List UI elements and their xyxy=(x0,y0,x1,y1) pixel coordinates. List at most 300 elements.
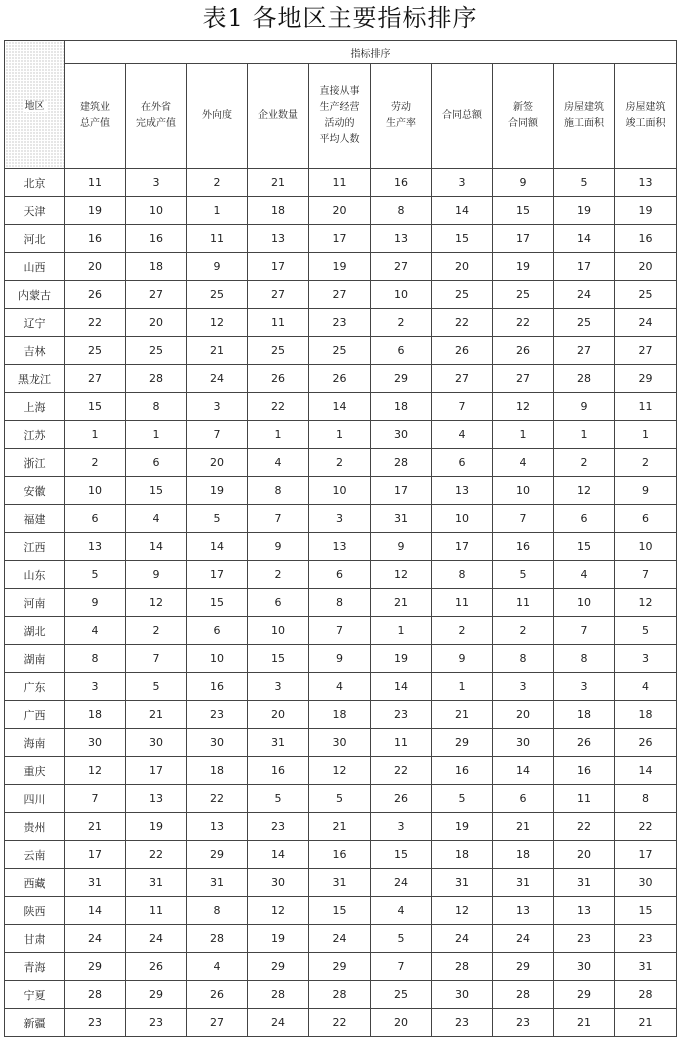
rank-cell: 12 xyxy=(432,897,493,925)
rank-cell: 18 xyxy=(554,701,615,729)
rank-cell: 1 xyxy=(126,421,187,449)
rank-cell: 11 xyxy=(126,897,187,925)
rank-cell: 30 xyxy=(65,729,126,757)
rank-cell: 14 xyxy=(432,197,493,225)
rank-cell: 24 xyxy=(371,869,432,897)
rank-cell: 14 xyxy=(248,841,309,869)
rank-cell: 11 xyxy=(615,393,677,421)
rank-cell: 13 xyxy=(432,477,493,505)
rank-cell: 28 xyxy=(371,449,432,477)
rank-cell: 3 xyxy=(493,673,554,701)
rank-cell: 30 xyxy=(432,981,493,1009)
rank-cell: 5 xyxy=(126,673,187,701)
rank-cell: 21 xyxy=(554,1009,615,1037)
rank-cell: 10 xyxy=(248,617,309,645)
rank-cell: 28 xyxy=(615,981,677,1009)
rank-cell: 25 xyxy=(554,309,615,337)
rank-cell: 8 xyxy=(371,197,432,225)
rank-cell: 13 xyxy=(615,169,677,197)
rank-cell: 3 xyxy=(248,673,309,701)
rank-cell: 22 xyxy=(554,813,615,841)
rank-cell: 5 xyxy=(493,561,554,589)
rank-cell: 14 xyxy=(493,757,554,785)
rank-cell: 4 xyxy=(432,421,493,449)
region-cell: 江苏 xyxy=(5,421,65,449)
rank-cell: 23 xyxy=(615,925,677,953)
rank-cell: 23 xyxy=(493,1009,554,1037)
rank-cell: 31 xyxy=(309,869,371,897)
rank-cell: 27 xyxy=(493,365,554,393)
rank-cell: 15 xyxy=(615,897,677,925)
table-row xyxy=(5,813,677,841)
region-cell: 江西 xyxy=(5,533,65,561)
rank-cell: 7 xyxy=(65,785,126,813)
region-cell: 辽宁 xyxy=(5,309,65,337)
region-cell: 黑龙江 xyxy=(5,365,65,393)
rank-cell: 1 xyxy=(615,421,677,449)
rank-cell: 19 xyxy=(65,197,126,225)
rank-cell: 3 xyxy=(65,673,126,701)
column-header: 合同总额 xyxy=(432,64,493,169)
table-row xyxy=(5,925,677,953)
rank-cell: 8 xyxy=(65,645,126,673)
region-cell: 广西 xyxy=(5,701,65,729)
rank-cell: 22 xyxy=(493,309,554,337)
rank-cell: 13 xyxy=(309,533,371,561)
rank-cell: 18 xyxy=(126,253,187,281)
rank-cell: 29 xyxy=(615,365,677,393)
rank-cell: 17 xyxy=(615,841,677,869)
table-row xyxy=(5,337,677,365)
rank-cell: 21 xyxy=(187,337,248,365)
rank-cell: 23 xyxy=(309,309,371,337)
rank-cell: 10 xyxy=(615,533,677,561)
rank-cell: 3 xyxy=(371,813,432,841)
rank-cell: 5 xyxy=(309,785,371,813)
rank-cell: 12 xyxy=(309,757,371,785)
table-row xyxy=(5,645,677,673)
rank-cell: 24 xyxy=(65,925,126,953)
table-row xyxy=(5,421,677,449)
rank-cell: 30 xyxy=(371,421,432,449)
rank-cell: 25 xyxy=(65,337,126,365)
rank-cell: 14 xyxy=(309,393,371,421)
rank-cell: 4 xyxy=(554,561,615,589)
rank-cell: 14 xyxy=(554,225,615,253)
rank-cell: 22 xyxy=(65,309,126,337)
rank-cell: 4 xyxy=(126,505,187,533)
rank-cell: 27 xyxy=(554,337,615,365)
rank-cell: 31 xyxy=(187,869,248,897)
rank-cell: 31 xyxy=(126,869,187,897)
rank-cell: 26 xyxy=(554,729,615,757)
rank-cell: 6 xyxy=(65,505,126,533)
rank-cell: 16 xyxy=(432,757,493,785)
table-row xyxy=(5,981,677,1009)
rank-cell: 9 xyxy=(615,477,677,505)
rank-cell: 6 xyxy=(309,561,371,589)
rank-cell: 21 xyxy=(432,701,493,729)
rank-cell: 26 xyxy=(371,785,432,813)
rank-cell: 13 xyxy=(126,785,187,813)
table-row xyxy=(5,533,677,561)
rank-cell: 24 xyxy=(126,925,187,953)
rank-cell: 16 xyxy=(65,225,126,253)
rank-cell: 15 xyxy=(371,841,432,869)
rank-cell: 24 xyxy=(554,281,615,309)
region-cell: 新疆 xyxy=(5,1009,65,1037)
region-cell: 上海 xyxy=(5,393,65,421)
rank-cell: 30 xyxy=(309,729,371,757)
table-row xyxy=(5,169,677,197)
region-cell: 湖北 xyxy=(5,617,65,645)
rank-cell: 28 xyxy=(493,981,554,1009)
region-cell: 福建 xyxy=(5,505,65,533)
rank-cell: 25 xyxy=(248,337,309,365)
rank-cell: 15 xyxy=(187,589,248,617)
rank-cell: 4 xyxy=(248,449,309,477)
rank-cell: 22 xyxy=(187,785,248,813)
rank-cell: 5 xyxy=(615,617,677,645)
rank-cell: 24 xyxy=(615,309,677,337)
rank-cell: 16 xyxy=(554,757,615,785)
rank-cell: 11 xyxy=(248,309,309,337)
rank-cell: 18 xyxy=(248,197,309,225)
table-row xyxy=(5,701,677,729)
region-cell: 青海 xyxy=(5,953,65,981)
rank-cell: 9 xyxy=(187,253,248,281)
rank-cell: 19 xyxy=(248,925,309,953)
rank-cell: 22 xyxy=(248,393,309,421)
rank-cell: 21 xyxy=(65,813,126,841)
rank-cell: 18 xyxy=(309,701,371,729)
column-header: 新签 合同额 xyxy=(493,64,554,169)
rank-cell: 18 xyxy=(432,841,493,869)
rank-cell: 27 xyxy=(248,281,309,309)
rank-cell: 30 xyxy=(615,869,677,897)
rank-cell: 11 xyxy=(493,589,554,617)
rank-cell: 19 xyxy=(309,253,371,281)
rank-cell: 8 xyxy=(493,645,554,673)
rank-cell: 16 xyxy=(187,673,248,701)
rank-cell: 26 xyxy=(493,337,554,365)
rank-cell: 13 xyxy=(65,533,126,561)
rank-cell: 19 xyxy=(493,253,554,281)
rank-cell: 7 xyxy=(554,617,615,645)
region-cell: 四川 xyxy=(5,785,65,813)
rank-cell: 12 xyxy=(554,477,615,505)
rank-cell: 9 xyxy=(371,533,432,561)
rank-cell: 24 xyxy=(248,1009,309,1037)
table-header xyxy=(5,41,677,169)
rank-cell: 25 xyxy=(371,981,432,1009)
column-header: 劳动 生产率 xyxy=(371,64,432,169)
rank-cell: 16 xyxy=(126,225,187,253)
rank-cell: 21 xyxy=(493,813,554,841)
rank-cell: 8 xyxy=(432,561,493,589)
rank-cell: 2 xyxy=(126,617,187,645)
rank-cell: 22 xyxy=(615,813,677,841)
region-cell: 甘肃 xyxy=(5,925,65,953)
region-cell: 安徽 xyxy=(5,477,65,505)
column-header: 建筑业 总产值 xyxy=(65,64,126,169)
table-row xyxy=(5,561,677,589)
table-row xyxy=(5,841,677,869)
rank-cell: 22 xyxy=(126,841,187,869)
rank-cell: 28 xyxy=(554,365,615,393)
rank-cell: 3 xyxy=(554,673,615,701)
region-cell: 浙江 xyxy=(5,449,65,477)
rank-cell: 5 xyxy=(554,169,615,197)
rank-cell: 16 xyxy=(371,169,432,197)
rank-cell: 8 xyxy=(554,645,615,673)
rank-cell: 9 xyxy=(554,393,615,421)
ranking-table xyxy=(4,40,677,1037)
rank-cell: 2 xyxy=(432,617,493,645)
rank-cell: 6 xyxy=(554,505,615,533)
table-row xyxy=(5,505,677,533)
column-header: 企业数量 xyxy=(248,64,309,169)
rank-cell: 4 xyxy=(309,673,371,701)
rank-cell: 19 xyxy=(615,197,677,225)
rank-cell: 8 xyxy=(126,393,187,421)
group-header-indicator-rank: 指标排序 xyxy=(65,41,677,64)
table-row xyxy=(5,365,677,393)
rank-cell: 7 xyxy=(126,645,187,673)
rank-cell: 10 xyxy=(371,281,432,309)
header-row-group xyxy=(5,41,677,64)
region-cell: 天津 xyxy=(5,197,65,225)
rank-cell: 31 xyxy=(493,869,554,897)
table-body xyxy=(5,169,677,1037)
rank-cell: 17 xyxy=(65,841,126,869)
rank-cell: 29 xyxy=(65,953,126,981)
rank-cell: 18 xyxy=(493,841,554,869)
rank-cell: 24 xyxy=(493,925,554,953)
region-cell: 山东 xyxy=(5,561,65,589)
rank-cell: 14 xyxy=(65,897,126,925)
rank-cell: 20 xyxy=(126,309,187,337)
table-row xyxy=(5,673,677,701)
rank-cell: 12 xyxy=(615,589,677,617)
rank-cell: 23 xyxy=(126,1009,187,1037)
table-row xyxy=(5,953,677,981)
rank-cell: 18 xyxy=(65,701,126,729)
rank-cell: 1 xyxy=(187,197,248,225)
rank-cell: 17 xyxy=(309,225,371,253)
rank-cell: 26 xyxy=(248,365,309,393)
rank-cell: 27 xyxy=(371,253,432,281)
rank-cell: 16 xyxy=(493,533,554,561)
rank-cell: 2 xyxy=(65,449,126,477)
rank-cell: 15 xyxy=(309,897,371,925)
rank-cell: 16 xyxy=(248,757,309,785)
region-cell: 陕西 xyxy=(5,897,65,925)
rank-cell: 29 xyxy=(187,841,248,869)
rank-cell: 10 xyxy=(309,477,371,505)
rank-cell: 29 xyxy=(248,953,309,981)
column-header: 房屋建筑 施工面积 xyxy=(554,64,615,169)
rank-cell: 26 xyxy=(65,281,126,309)
rank-cell: 28 xyxy=(65,981,126,1009)
rank-cell: 1 xyxy=(309,421,371,449)
table-row xyxy=(5,449,677,477)
rank-cell: 16 xyxy=(615,225,677,253)
rank-cell: 11 xyxy=(432,589,493,617)
rank-cell: 22 xyxy=(371,757,432,785)
rank-cell: 29 xyxy=(554,981,615,1009)
rank-cell: 11 xyxy=(187,225,248,253)
table-row xyxy=(5,589,677,617)
rank-cell: 1 xyxy=(554,421,615,449)
rank-cell: 15 xyxy=(432,225,493,253)
rank-cell: 23 xyxy=(65,1009,126,1037)
rank-cell: 19 xyxy=(554,197,615,225)
rank-cell: 18 xyxy=(187,757,248,785)
rank-cell: 5 xyxy=(65,561,126,589)
rank-cell: 26 xyxy=(615,729,677,757)
rank-cell: 4 xyxy=(371,897,432,925)
table-row xyxy=(5,281,677,309)
table-row xyxy=(5,225,677,253)
rank-cell: 31 xyxy=(371,505,432,533)
rank-cell: 21 xyxy=(309,813,371,841)
rank-cell: 1 xyxy=(65,421,126,449)
rank-cell: 9 xyxy=(309,645,371,673)
rank-cell: 19 xyxy=(187,477,248,505)
rank-cell: 31 xyxy=(65,869,126,897)
rank-cell: 20 xyxy=(187,449,248,477)
rank-cell: 21 xyxy=(615,1009,677,1037)
region-cell: 吉林 xyxy=(5,337,65,365)
rank-cell: 6 xyxy=(126,449,187,477)
region-cell: 重庆 xyxy=(5,757,65,785)
rank-cell: 20 xyxy=(615,253,677,281)
rank-cell: 29 xyxy=(493,953,554,981)
region-cell: 山西 xyxy=(5,253,65,281)
rank-cell: 14 xyxy=(187,533,248,561)
table-row xyxy=(5,869,677,897)
region-cell: 海南 xyxy=(5,729,65,757)
rank-cell: 21 xyxy=(126,701,187,729)
column-header: 直接从事 生产经营 活动的 平均人数 xyxy=(309,64,371,169)
rank-cell: 11 xyxy=(309,169,371,197)
rank-cell: 9 xyxy=(126,561,187,589)
rank-cell: 26 xyxy=(432,337,493,365)
rank-cell: 31 xyxy=(615,953,677,981)
rank-cell: 10 xyxy=(432,505,493,533)
rank-cell: 29 xyxy=(432,729,493,757)
rank-cell: 3 xyxy=(432,169,493,197)
rank-cell: 15 xyxy=(554,533,615,561)
rank-cell: 8 xyxy=(615,785,677,813)
region-cell: 宁夏 xyxy=(5,981,65,1009)
region-cell: 河北 xyxy=(5,225,65,253)
rank-cell: 20 xyxy=(248,701,309,729)
rank-cell: 7 xyxy=(432,393,493,421)
rank-cell: 20 xyxy=(554,841,615,869)
rank-cell: 9 xyxy=(432,645,493,673)
region-cell: 云南 xyxy=(5,841,65,869)
rank-cell: 7 xyxy=(187,421,248,449)
corner-header-label: 地区 xyxy=(24,101,45,112)
rank-cell: 15 xyxy=(65,393,126,421)
rank-cell: 28 xyxy=(248,981,309,1009)
rank-cell: 7 xyxy=(493,505,554,533)
region-cell: 内蒙古 xyxy=(5,281,65,309)
rank-cell: 1 xyxy=(248,421,309,449)
table-row xyxy=(5,897,677,925)
rank-cell: 3 xyxy=(187,393,248,421)
rank-cell: 25 xyxy=(187,281,248,309)
rank-cell: 5 xyxy=(432,785,493,813)
rank-cell: 30 xyxy=(554,953,615,981)
rank-cell: 11 xyxy=(371,729,432,757)
rank-cell: 23 xyxy=(187,701,248,729)
rank-cell: 24 xyxy=(432,925,493,953)
rank-cell: 12 xyxy=(493,393,554,421)
rank-cell: 27 xyxy=(65,365,126,393)
rank-cell: 6 xyxy=(615,505,677,533)
rank-cell: 8 xyxy=(248,477,309,505)
rank-cell: 23 xyxy=(371,701,432,729)
rank-cell: 29 xyxy=(309,953,371,981)
rank-cell: 31 xyxy=(554,869,615,897)
table-row xyxy=(5,309,677,337)
rank-cell: 23 xyxy=(554,925,615,953)
rank-cell: 4 xyxy=(615,673,677,701)
rank-cell: 25 xyxy=(126,337,187,365)
rank-cell: 27 xyxy=(615,337,677,365)
rank-cell: 27 xyxy=(432,365,493,393)
table-row xyxy=(5,757,677,785)
rank-cell: 7 xyxy=(371,953,432,981)
rank-cell: 2 xyxy=(615,449,677,477)
header-row-columns xyxy=(5,64,677,169)
rank-cell: 31 xyxy=(432,869,493,897)
rank-cell: 13 xyxy=(554,897,615,925)
region-cell: 湖南 xyxy=(5,645,65,673)
rank-cell: 5 xyxy=(248,785,309,813)
rank-cell: 11 xyxy=(554,785,615,813)
rank-cell: 31 xyxy=(248,729,309,757)
rank-cell: 10 xyxy=(554,589,615,617)
rank-cell: 4 xyxy=(65,617,126,645)
rank-cell: 12 xyxy=(65,757,126,785)
table-row xyxy=(5,253,677,281)
rank-cell: 12 xyxy=(187,309,248,337)
rank-cell: 10 xyxy=(187,645,248,673)
rank-cell: 16 xyxy=(309,841,371,869)
rank-cell: 6 xyxy=(248,589,309,617)
rank-cell: 20 xyxy=(432,253,493,281)
rank-cell: 2 xyxy=(309,449,371,477)
rank-cell: 22 xyxy=(309,1009,371,1037)
rank-cell: 25 xyxy=(432,281,493,309)
rank-cell: 23 xyxy=(432,1009,493,1037)
rank-cell: 26 xyxy=(309,365,371,393)
rank-cell: 30 xyxy=(126,729,187,757)
rank-cell: 9 xyxy=(65,589,126,617)
rank-cell: 2 xyxy=(187,169,248,197)
rank-cell: 17 xyxy=(187,561,248,589)
rank-cell: 15 xyxy=(248,645,309,673)
rank-cell: 25 xyxy=(615,281,677,309)
region-cell: 广东 xyxy=(5,673,65,701)
rank-cell: 8 xyxy=(187,897,248,925)
region-cell: 西藏 xyxy=(5,869,65,897)
rank-cell: 2 xyxy=(493,617,554,645)
